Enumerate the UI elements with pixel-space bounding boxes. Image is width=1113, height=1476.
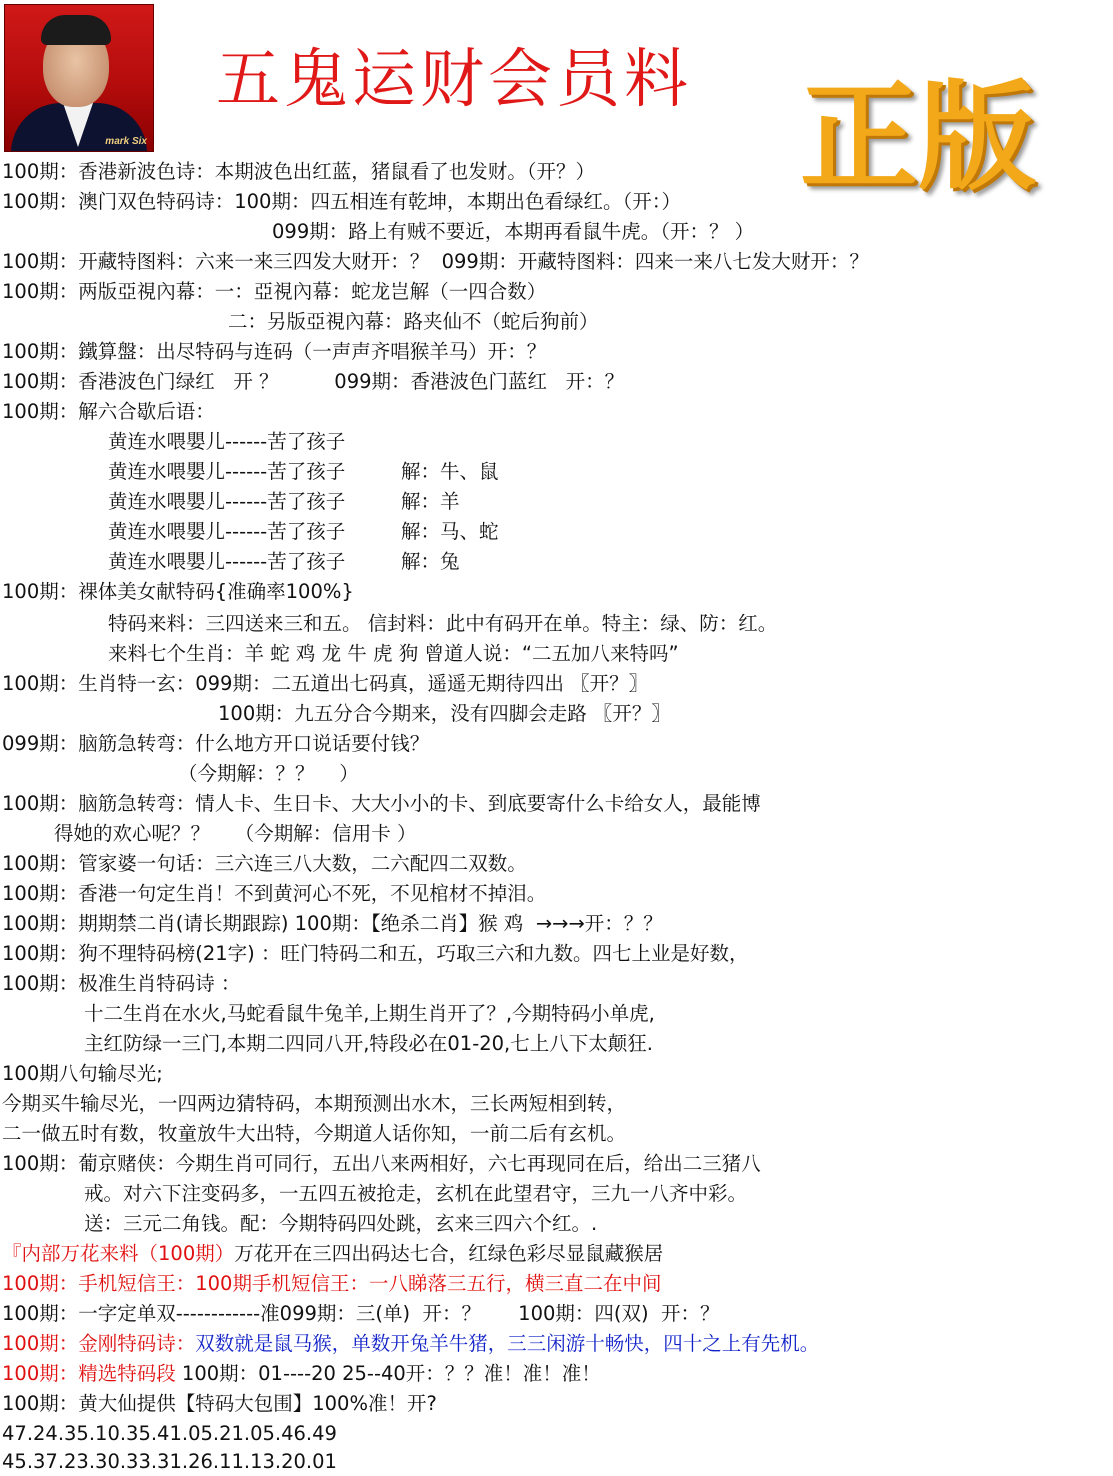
text-line: 099期：路上有贼不要近，本期再看鼠牛虎。（开：？ ） — [272, 220, 755, 243]
text-line: 099期：脑筋急转弯：什么地方开口说话要付钱？ — [2, 732, 430, 755]
text-line — [2, 1360, 601, 1388]
text-line: 黄连水喂嬰儿------苦了孩子 — [108, 430, 346, 453]
text-line — [2, 1330, 819, 1358]
text-line: 100期：香港一句定生肖！不到黄河心不死，不见棺材不掉泪。 — [2, 882, 547, 905]
text-line-body: 双数就是鼠马猴，单数开兔羊牛猪，三三闲游十畅快，四十之上有先机。 — [195, 1332, 820, 1355]
text-line: 100期：裸体美女献特码{准确率100%} — [2, 580, 354, 603]
text-line: 黄连水喂嬰儿------苦了孩子 解：兔 — [108, 550, 460, 573]
text-line: 送：三元二角钱。配：今期特码四处跳，玄来三四六个红。. — [84, 1212, 598, 1235]
text-line: 戒。对六下注变码多，一五四五被抢走，玄机在此望君守，三九一八齐中彩。 — [84, 1182, 748, 1205]
text-line: 特码来料：三四送来三和五。 信封料：此中有码开在单。特主：绿、防：红。 — [108, 612, 778, 635]
text-line: 100期：葡京赌侠：今期生肖可同行，五出八来两相好，六七再现同在后，给出二三猪八 — [2, 1152, 761, 1175]
portrait-hair — [41, 15, 111, 45]
text-line: 十二生肖在水火,马蛇看鼠牛兔羊,上期生肖开了？,今期特码小单虎, — [84, 1002, 655, 1025]
text-line: 得她的欢心呢？？ （今期解：信用卡 ） — [54, 822, 417, 845]
text-line: 100期：手机短信王：100期手机短信王：一八睇落三五行，横三直二在中间 — [2, 1272, 662, 1295]
text-line-prefix: 『内部万花来料（100期） — [2, 1242, 235, 1265]
text-line: 100期：狗不理特码榜(21字) ：旺门特码二和五，巧取三六和九数。四七上业是好数， — [2, 942, 749, 965]
text-line: 二：另版亞視內幕：路夹仙不（蛇后狗前） — [228, 310, 599, 333]
text-line: 100期：生肖特一玄：099期：二五道出七码真，遥遥无期待四出 〖开？〗 — [2, 672, 649, 695]
photo-caption: mark Six — [105, 136, 147, 147]
number-list: 45.37.23.30.33.31.26.11.13.20.01 — [2, 1450, 337, 1473]
text-line: （今期解：？？ ） — [178, 762, 359, 785]
text-line: 100期：一字定单双------------准099期：三(单) 开：？ 100期：四(双) 开：？ — [2, 1302, 720, 1325]
text-line: 100期：鐵算盤：出尽特码与连码（一声声齐唱猴羊马）开：？ — [2, 340, 547, 363]
text-line: 黄连水喂嬰儿------苦了孩子 解：马、蛇 — [108, 520, 499, 543]
text-line: 100期：黄大仙提供【特码大包围】100%准！开? — [2, 1392, 437, 1415]
text-line: 100期：开藏特图料：六来一来三四发大财开：？ 099期：开藏特图料：四来一来八七发大财开：？ — [2, 250, 869, 273]
text-line: 100期：两版亞視內幕：一：亞視內幕：蛇龙岂解（一四合数） — [2, 280, 547, 303]
text-line: 100期：脑筋急转弯：情人卡、生日卡、大大小小的卡、到底要寄什么卡给女人，最能博 — [2, 792, 761, 815]
text-line: 100期：极准生肖特码诗 ： — [2, 972, 241, 995]
portrait-photo — [4, 4, 154, 152]
page-title: 五鬼运财会员料 — [216, 43, 692, 117]
text-line: 100期：管家婆一句话：三六连三八大数，二六配四二双数。 — [2, 852, 527, 875]
text-line-prefix: 100期：金刚特码诗： — [2, 1332, 196, 1355]
text-line: 二一做五时有数，牧童放牛大出特，今期道人话你知，一前二后有玄机。 — [2, 1122, 627, 1145]
text-line: 100期：香港波色门绿红 开 ？ 099期：香港波色门蓝红 开：？ — [2, 370, 625, 393]
text-line: 100期：九五分合今期来，没有四脚会走路 〖开？〗 — [218, 702, 671, 725]
text-line — [2, 1240, 663, 1268]
text-line: 今期买牛输尽光，一四两边猜特码，本期预测出水木，三长两短相到转， — [2, 1092, 627, 1115]
text-line: 主红防绿一三门,本期二四同八开,特段必在01-20,七上八下太颠狂. — [84, 1032, 653, 1055]
text-line: 黄连水喂嬰儿------苦了孩子 解：羊 — [108, 490, 460, 513]
text-line: 100期：香港新波色诗：本期波色出红蓝，猪鼠看了也发财。（开？） — [2, 160, 595, 183]
text-line: 100期：解六合歇后语： — [2, 400, 215, 423]
text-line-body: 万花开在三四出码达七合，红绿色彩尽显鼠藏猴居 — [234, 1242, 664, 1265]
text-line: 黄连水喂嬰儿------苦了孩子 解：牛、鼠 — [108, 460, 499, 483]
genuine-stamp: 正版 — [800, 68, 1037, 206]
number-list: 47.24.35.10.35.41.05.21.05.46.49 — [2, 1422, 337, 1445]
text-line-prefix: 100期：精选特码段 — [2, 1362, 182, 1385]
text-line: 100期八句输尽光; — [2, 1062, 163, 1085]
text-line: 100期：期期禁二肖(请长期跟踪) 100期：【绝杀二肖】猴 鸡 →→→开：？？ — [2, 912, 663, 935]
text-line: 来料七个生肖：羊 蛇 鸡 龙 牛 虎 狗 曾道人说：“二五加八来特吗” — [108, 642, 679, 665]
text-line-body: 100期：01----20 25--40开：？？准！准！准！ — [181, 1362, 601, 1385]
text-line: 100期：澳门双色特码诗：100期：四五相连有乾坤，本期出色看绿红。（开：） — [2, 190, 681, 213]
